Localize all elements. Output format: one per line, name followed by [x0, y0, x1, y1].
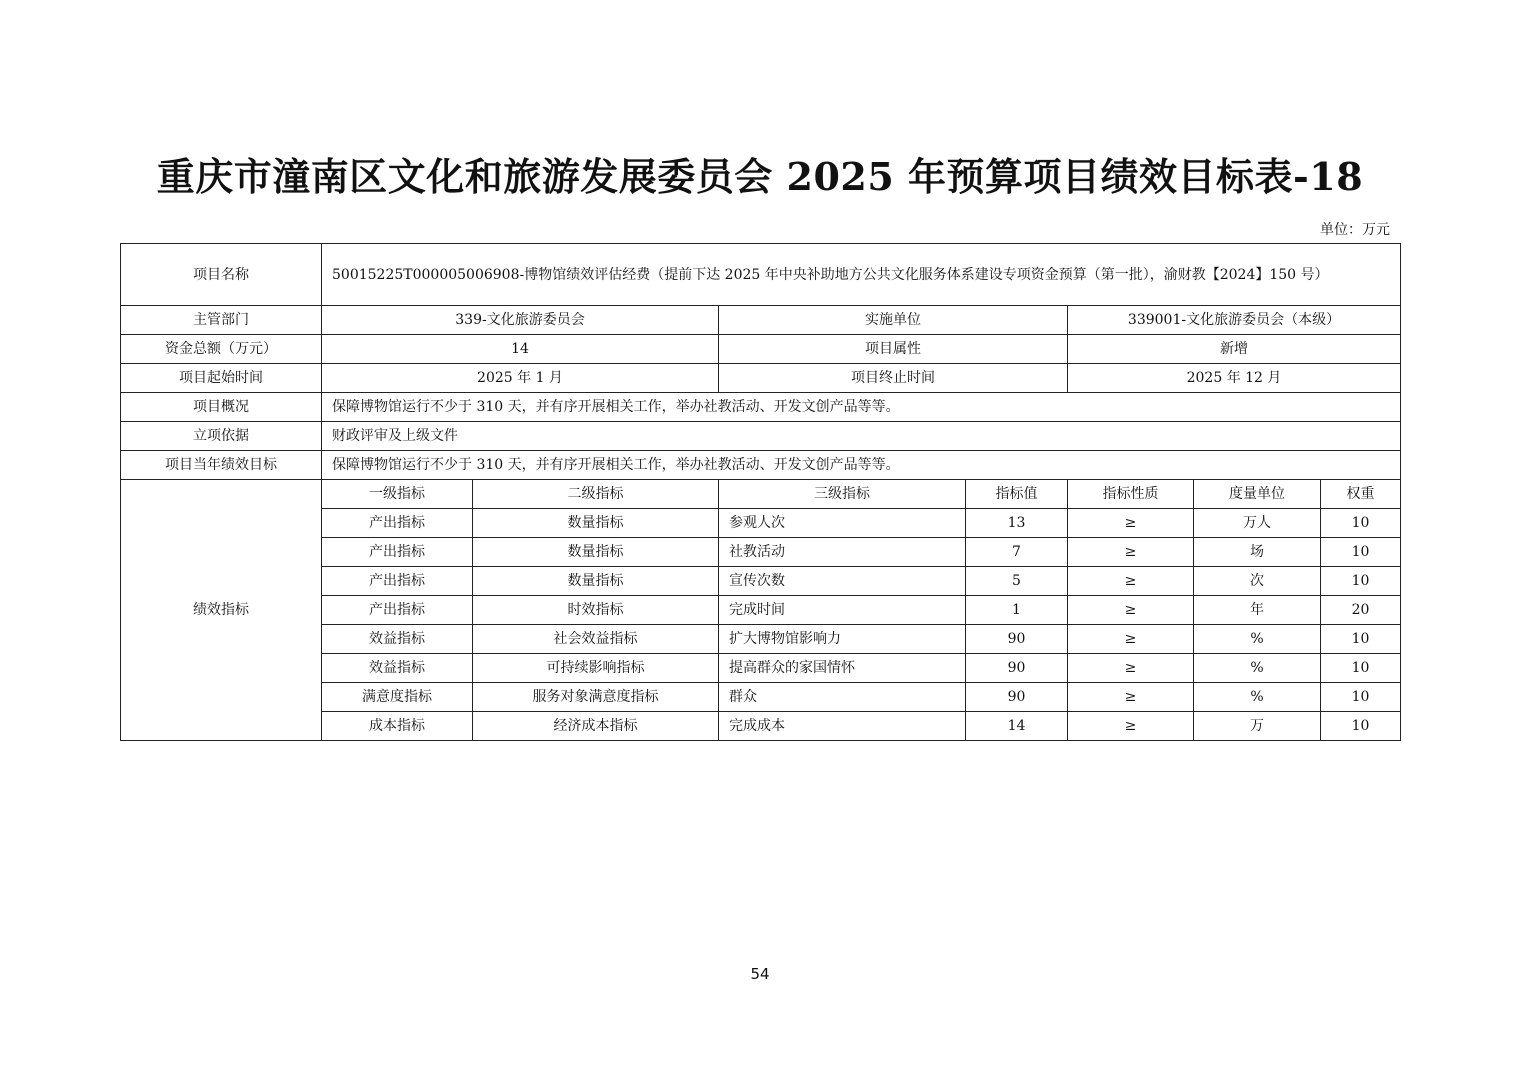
- row-overview: [121, 393, 1401, 422]
- indicators-label: 绩效指标: [121, 480, 322, 741]
- cell-nature: ≥: [1068, 683, 1194, 712]
- cell-level2: 可持续影响指标: [473, 654, 719, 683]
- attr-label: 项目属性: [719, 335, 1068, 364]
- row-dept: [121, 306, 1401, 335]
- cell-unit: %: [1194, 683, 1321, 712]
- header-level3: 三级指标: [719, 480, 966, 509]
- header-level1: 一级指标: [322, 480, 473, 509]
- project-name-label: 项目名称: [121, 244, 322, 306]
- cell-level2: 经济成本指标: [473, 712, 719, 741]
- row-goal: [121, 451, 1401, 480]
- cell-level2: 数量指标: [473, 509, 719, 538]
- project-name-value: 50015225T000005006908-博物馆绩效评估经费（提前下达 2025 年中央补助地方公共文化服务体系建设专项资金预算（第一批），渝财教【2024】150 号）: [322, 244, 1401, 306]
- cell-level1: 效益指标: [322, 654, 473, 683]
- cell-level3: 扩大博物馆影响力: [719, 625, 966, 654]
- end-value: 2025 年 12 月: [1068, 364, 1401, 393]
- header-level2: 二级指标: [473, 480, 719, 509]
- cell-unit: %: [1194, 654, 1321, 683]
- cell-level2: 服务对象满意度指标: [473, 683, 719, 712]
- cell-level2: 时效指标: [473, 596, 719, 625]
- cell-level3: 完成成本: [719, 712, 966, 741]
- cell-weight: 10: [1321, 683, 1401, 712]
- impl-label: 实施单位: [719, 306, 1068, 335]
- overview-label: 项目概况: [121, 393, 322, 422]
- cell-value: 90: [966, 625, 1068, 654]
- cell-value: 7: [966, 538, 1068, 567]
- dept-value: 339-文化旅游委员会: [322, 306, 719, 335]
- cell-unit: 年: [1194, 596, 1321, 625]
- row-fund: [121, 335, 1401, 364]
- end-label: 项目终止时间: [719, 364, 1068, 393]
- cell-level1: 产出指标: [322, 538, 473, 567]
- cell-unit: 万: [1194, 712, 1321, 741]
- row-time: [121, 364, 1401, 393]
- basis-value: 财政评审及上级文件: [322, 422, 1401, 451]
- cell-level2: 社会效益指标: [473, 625, 719, 654]
- header-nature: 指标性质: [1068, 480, 1194, 509]
- basis-label: 立项依据: [121, 422, 322, 451]
- cell-nature: ≥: [1068, 654, 1194, 683]
- cell-weight: 10: [1321, 654, 1401, 683]
- cell-level2: 数量指标: [473, 538, 719, 567]
- cell-weight: 10: [1321, 509, 1401, 538]
- row-project-name: [121, 244, 1401, 306]
- indicator-header-row: [121, 480, 1401, 509]
- overview-value: 保障博物馆运行不少于 310 天，并有序开展相关工作，举办社教活动、开发文创产品等等。: [322, 393, 1401, 422]
- cell-level2: 数量指标: [473, 567, 719, 596]
- fund-value: 14: [322, 335, 719, 364]
- cell-value: 90: [966, 683, 1068, 712]
- impl-value: 339001-文化旅游委员会（本级）: [1068, 306, 1401, 335]
- start-value: 2025 年 1 月: [322, 364, 719, 393]
- cell-level3: 提高群众的家国情怀: [719, 654, 966, 683]
- cell-level3: 社教活动: [719, 538, 966, 567]
- cell-weight: 10: [1321, 567, 1401, 596]
- cell-nature: ≥: [1068, 625, 1194, 654]
- row-basis: [121, 422, 1401, 451]
- cell-nature: ≥: [1068, 538, 1194, 567]
- goal-value: 保障博物馆运行不少于 310 天，并有序开展相关工作，举办社教活动、开发文创产品等等。: [322, 451, 1401, 480]
- cell-value: 13: [966, 509, 1068, 538]
- cell-level1: 满意度指标: [322, 683, 473, 712]
- cell-level3: 完成时间: [719, 596, 966, 625]
- cell-unit: 场: [1194, 538, 1321, 567]
- cell-value: 1: [966, 596, 1068, 625]
- cell-value: 90: [966, 654, 1068, 683]
- cell-level1: 效益指标: [322, 625, 473, 654]
- fund-label: 资金总额（万元）: [121, 335, 322, 364]
- goal-label: 项目当年绩效目标: [121, 451, 322, 480]
- header-unit: 度量单位: [1194, 480, 1321, 509]
- dept-label: 主管部门: [121, 306, 322, 335]
- cell-level3: 参观人次: [719, 509, 966, 538]
- cell-nature: ≥: [1068, 567, 1194, 596]
- cell-unit: 次: [1194, 567, 1321, 596]
- header-value: 指标值: [966, 480, 1068, 509]
- cell-unit: 万人: [1194, 509, 1321, 538]
- cell-nature: ≥: [1068, 509, 1194, 538]
- cell-level3: 群众: [719, 683, 966, 712]
- cell-level3: 宣传次数: [719, 567, 966, 596]
- cell-level1: 产出指标: [322, 567, 473, 596]
- page-number: 54: [750, 965, 770, 983]
- performance-table: [120, 243, 1401, 741]
- header-weight: 权重: [1321, 480, 1401, 509]
- cell-level1: 产出指标: [322, 596, 473, 625]
- start-label: 项目起始时间: [121, 364, 322, 393]
- cell-value: 5: [966, 567, 1068, 596]
- page-title: 重庆市潼南区文化和旅游发展委员会 2025 年预算项目绩效目标表-18: [156, 154, 1364, 199]
- cell-weight: 10: [1321, 538, 1401, 567]
- cell-level1: 成本指标: [322, 712, 473, 741]
- attr-value: 新增: [1068, 335, 1401, 364]
- cell-nature: ≥: [1068, 596, 1194, 625]
- cell-weight: 10: [1321, 712, 1401, 741]
- unit-note: 单位：万元: [1320, 222, 1390, 238]
- cell-weight: 10: [1321, 625, 1401, 654]
- cell-level1: 产出指标: [322, 509, 473, 538]
- cell-unit: %: [1194, 625, 1321, 654]
- cell-nature: ≥: [1068, 712, 1194, 741]
- cell-value: 14: [966, 712, 1068, 741]
- cell-weight: 20: [1321, 596, 1401, 625]
